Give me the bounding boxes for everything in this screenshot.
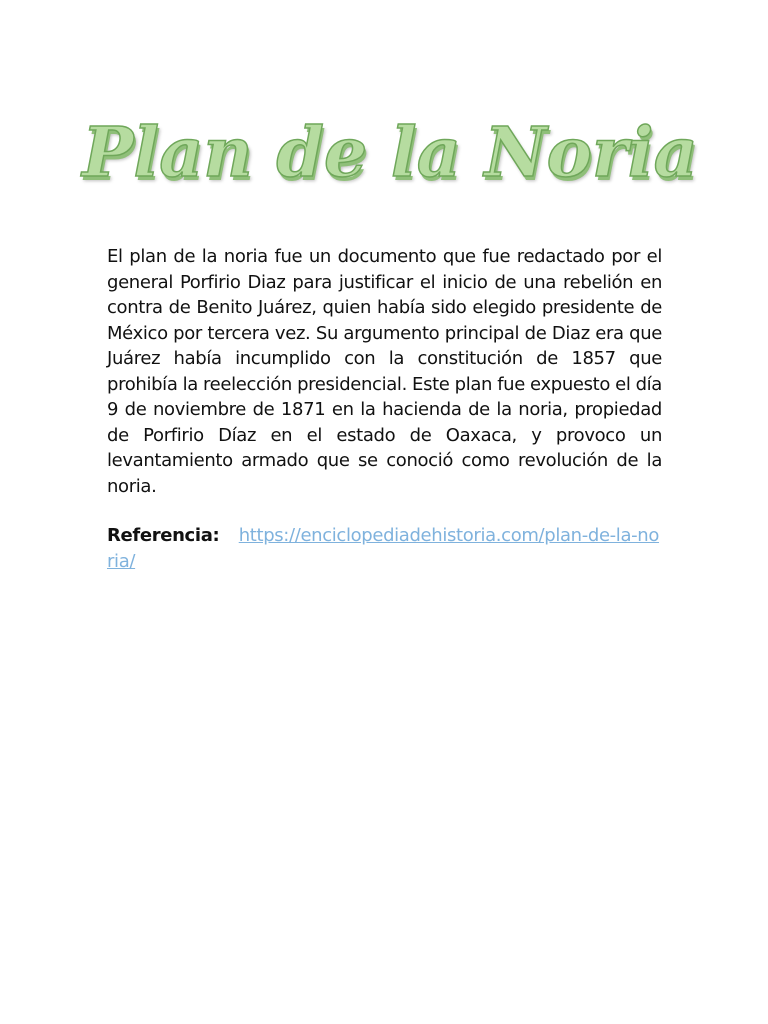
page-title: Plan de la Noria	[82, 113, 698, 193]
reference-link[interactable]: https://enciclopediadehistoria.com/plan-de-la-noria/	[107, 525, 660, 572]
reference-line	[107, 523, 662, 574]
body-paragraph: El plan de la noria fue un documento que fue redactado por el general Porfirio Diaz para justificar el inicio de una rebelión en contra de Benito Juárez, quien había sido elegido presidente de México por tercera vez. Su argumento principal de Diaz era que Juárez había incumplido con la constitución de 1857 que prohibía la reelección presidencial. Este plan fue expuesto el día 9 de noviembre de 1871 en la hacienda de la noria, propiedad de Porfirio Díaz en el estado de Oaxaca, y provoco un levantamiento armado que se conoció como revolución de la noria.	[107, 246, 662, 497]
reference-label: Referencia:	[107, 525, 220, 546]
